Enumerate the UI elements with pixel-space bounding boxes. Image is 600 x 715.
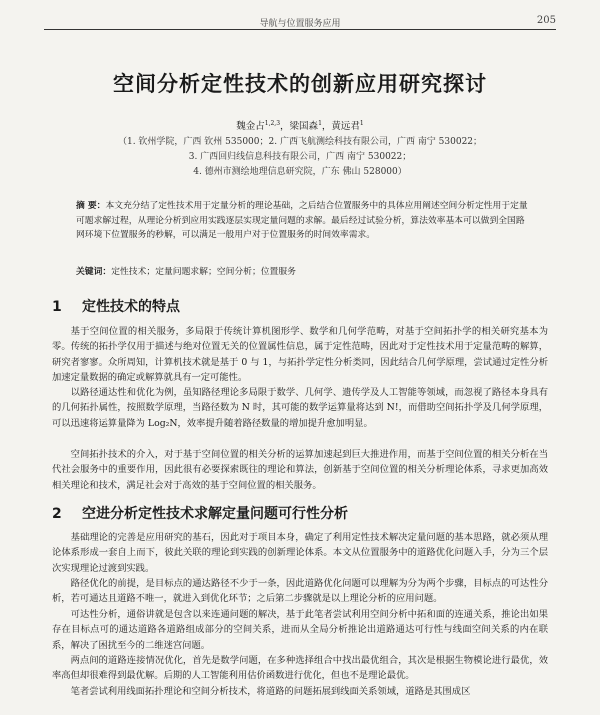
body-paragraph: 基础理论的完善是应用研究的基石，因此对于项目本身，确定了利用定性技术解决定量问题的基本思路，就必须从理论体系形成一套自上而下，彼此关联的理论到实践的创新理论体系。本文从位置服务中的道路优化问题入手，分为三个层次实现理论过渡到实践。 xyxy=(52,532,548,574)
body-paragraph: 空间拓扑技术的介入，对于基于空间位置的相关分析的运算加速起到巨大推进作用，而基于空间位置的相关分析在当代社会服务中的重要作用，因此很有必要探索既往的理论和算法，创新基于空间位置的相关分析理论体系，寻求更加高效相关理论和技术，满足社会对于高效的基于空间位置的相关服务。 xyxy=(52,449,548,491)
author-3: ，黄远君 xyxy=(321,121,360,132)
section-heading xyxy=(52,296,180,316)
abstract-text: 本文充分结了定性技术用于定量分析的理论基础，之后结合位置服务中的具体应用阐述空间分析定性用于定量可题求解过程，从理论分析到应用实践逐层实现定量问题的求解。最后经过试验分析，算法效率基本可以做到全国路网环境下位置服务的秒解，可以满足一般用户对于位置服务的时间效率需求。 xyxy=(76,201,528,240)
affiliation-line: 3. 广西回归线信息科技有限公司，广西 南宁 530022； xyxy=(188,152,412,162)
author-2: ，梁国森 xyxy=(280,121,319,132)
author-1: 魏金占 xyxy=(236,121,265,132)
keywords xyxy=(76,264,528,277)
section-title: 定性技术的特点 xyxy=(82,299,180,315)
body-paragraph: 可达性分析，通俗讲就是包含以来连通问题的解决，基于此笔者尝试利用空间分析中拓和面的连通关系，推论出如果存在目标点可的通达道路各道路组成部分的空间关系，进而从全局分析推论出道路通达可行性与线面空间关系的内在联系，解决了困扰至今的二维迷宫问题。 xyxy=(52,609,548,651)
page-number: 205 xyxy=(536,15,556,26)
section-title: 空进分析定性技术求解定量问题可行性分析 xyxy=(82,506,348,522)
keywords-label: 关键词： xyxy=(76,267,112,277)
body-paragraph: 笔者尝试利用线面拓扑理论和空间分析技术，将道路的问题拓展到线面关系领域，道路是其围成区 xyxy=(70,686,471,697)
section-number: 1 xyxy=(52,299,62,315)
section-number: 2 xyxy=(52,506,62,522)
journal-name: 导航与位置服务应用 xyxy=(259,19,341,29)
abstract-label: 摘 要： xyxy=(76,201,106,211)
affiliation-line: （1. 钦州学院，广西 钦州 535000；2. 广西飞航测绘科技有限公司，广西 南宁 530022； xyxy=(117,137,483,147)
body-paragraph: 两点间的道路连接情况优化，首先是数学问题，在多种选择组合中找出最优组合，其次是根据生物模论进行最优，效率高但却很难得到最优解。后期的人工智能利用估价函数进行优化，但也不是理论最优。 xyxy=(52,655,548,682)
section-heading xyxy=(52,503,348,523)
author-3-affil: 1 xyxy=(359,119,364,127)
article-title: 空间分析定性技术的创新应用研究探讨 xyxy=(113,71,487,96)
affiliation-line: 4. 德州市测绘地理信息研究院，广东 佛山 528000） xyxy=(193,167,407,177)
keywords-text: 定性技术；定量问题求解；空间分析；位置服务 xyxy=(111,267,296,277)
author-line xyxy=(0,118,600,132)
author-2-affil: 1 xyxy=(318,119,322,127)
author-1-affil: 1,2,3 xyxy=(264,119,281,127)
body-paragraph: 路径优化的前提，是目标点的通达路径不少于一条，因此道路优化问题可以理解为分为两个步骤，目标点的可达性分析，若可通达且道路不唯一，就进入到优化环节；之后第二步骤就是以上理论分析的应用问题。 xyxy=(52,578,548,605)
body-paragraph: 以路径通达性和优化为例，虽知路径理论多局限于数学、几何学、遗传学及人工智能等领域，而忽视了路径本身具有的几何拓扑属性，按照数学原理，当路径数为 N 时，其可能的数学运算量将达到 N!，而借助空间拓扑学及几何学原理，可以迅速将运算量降为 Log₂N，效率提升随着路径数量的增加提升愈加明显。 xyxy=(52,387,548,429)
abstract xyxy=(76,199,528,243)
running-head xyxy=(44,13,556,30)
body-paragraph: 基于空间位置的相关服务，多局限于传统计算机图形学、数学和几何学范畴，对基于空间拓扑学的相关研究基本为零。传统的拓扑学仅用于描述与绝对位置无关的位置属性信息，属于定性范畴，因此对于定性技术用于定量范畴的解算，研究者寥寥。众所周知，计算机技术就是基于 0 与 1，与拓扑学定性分析类同，因此结合几何学原理，尝试通过定性分析加速定量数据的确定或解算就具有一定可能性。 xyxy=(52,326,548,383)
